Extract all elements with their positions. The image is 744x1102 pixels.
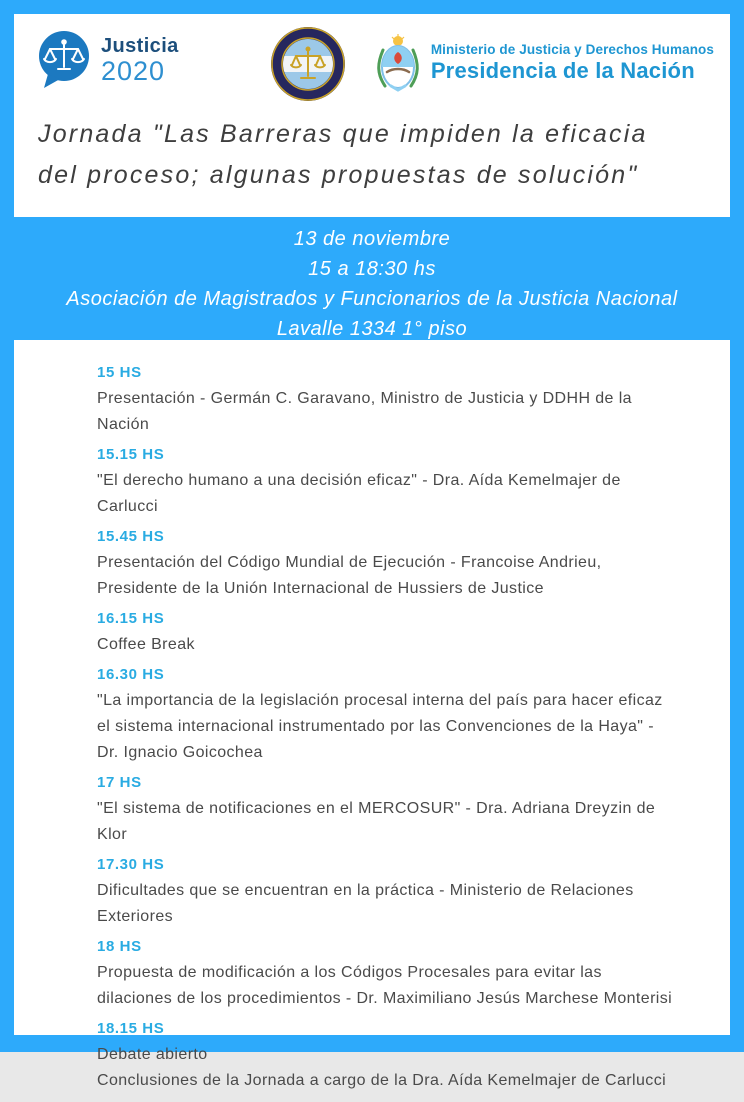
header (14, 14, 730, 106)
schedule-item (97, 446, 680, 520)
ministry-text (431, 42, 714, 84)
schedule-item-time: 16.30 HS (97, 666, 165, 683)
schedule-item-description: Propuesta de modificación a los Códigos Procesales para evitar las dilaciones de los procedimientos - Dr. Maximiliano Jesús Marchese Monterisi (97, 964, 673, 1007)
schedule-item-description: "El derecho humano a una decisión eficaz" - Dra. Aída Kemelmajer de Carlucci (97, 472, 621, 515)
schedule-item (97, 528, 680, 602)
presidency-name: Presidencia de la Nación (430, 58, 695, 83)
event-date: 13 de noviembre (293, 228, 451, 250)
schedule-item-description: Conclusiones de la Jornada a cargo de la Dra. Aída Kemelmajer de Carlucci (97, 1072, 667, 1089)
schedule-item-description: "El sistema de notificaciones en el MERCOSUR" - Dra. Adriana Dreyzin de Klor (97, 800, 656, 843)
event-venue: Asociación de Magistrados y Funcionarios de la Justicia Nacional (66, 288, 678, 310)
schedule-item (97, 610, 680, 658)
schedule-item-time: 16.15 HS (97, 610, 165, 627)
ministry-name: Ministerio de Justicia y Derechos Humanos (430, 42, 714, 57)
schedule-item-description: "La importancia de la legislación procesal interna del país para hacer eficaz el sistema internacional instrumentado por las Convenciones de la Haya" - Dr. Ignacio Goicochea (97, 692, 663, 761)
schedule-item-time: 18 HS (97, 938, 142, 955)
ministry-logo (375, 34, 714, 92)
schedule-item (97, 774, 680, 848)
schedule-item (97, 856, 680, 930)
schedule-item-description: Debate abierto (97, 1046, 208, 1063)
schedule-item (97, 1020, 680, 1094)
argentina-coat-of-arms-icon (375, 34, 421, 92)
schedule-item-time: 18.15 HS (97, 1020, 165, 1037)
schedule-item-description: Dificultades que se encuentran en la práctica - Ministerio de Relaciones Exteriores (97, 882, 634, 925)
event-address: Lavalle 1334 1° piso (276, 318, 468, 340)
justicia-logo-text (101, 36, 179, 85)
schedule-item (97, 938, 680, 1012)
schedule-list (97, 364, 680, 1102)
flyer-card (14, 14, 730, 1089)
schedule-item-description: Presentación - Germán C. Garavano, Ministro de Justicia y DDHH de la Nación (97, 390, 632, 433)
justicia-2020-logo (36, 30, 179, 90)
event-title (38, 114, 720, 196)
schedule-item-time: 15.45 HS (97, 528, 165, 545)
schedule-item-time: 17.30 HS (97, 856, 165, 873)
schedule-item-description: Coffee Break (97, 636, 195, 653)
justicia-label: Justicia (101, 34, 179, 57)
scales-speech-bubble-icon (36, 30, 92, 90)
event-info-band (0, 217, 744, 340)
schedule-item-description: Presentación del Código Mundial de Ejecución - Francoise Andrieu, Presidente de la Unión Internacional de Hussiers de Justice (97, 554, 602, 597)
schedule-item-time: 17 HS (97, 774, 142, 791)
schedule-item-time: 15 HS (97, 364, 142, 381)
event-title-line2: del proceso; algunas propuestas de solución" (38, 161, 639, 189)
event-time: 15 a 18:30 hs (308, 258, 436, 280)
schedule-item-time: 15.15 HS (97, 446, 165, 463)
event-title-line1: Jornada "Las Barreras que impiden la eficacia (38, 120, 648, 148)
magistrados-seal-icon (270, 26, 346, 102)
justicia-year: 2020 (101, 55, 166, 86)
schedule-item (97, 364, 680, 438)
schedule-item (97, 666, 680, 766)
